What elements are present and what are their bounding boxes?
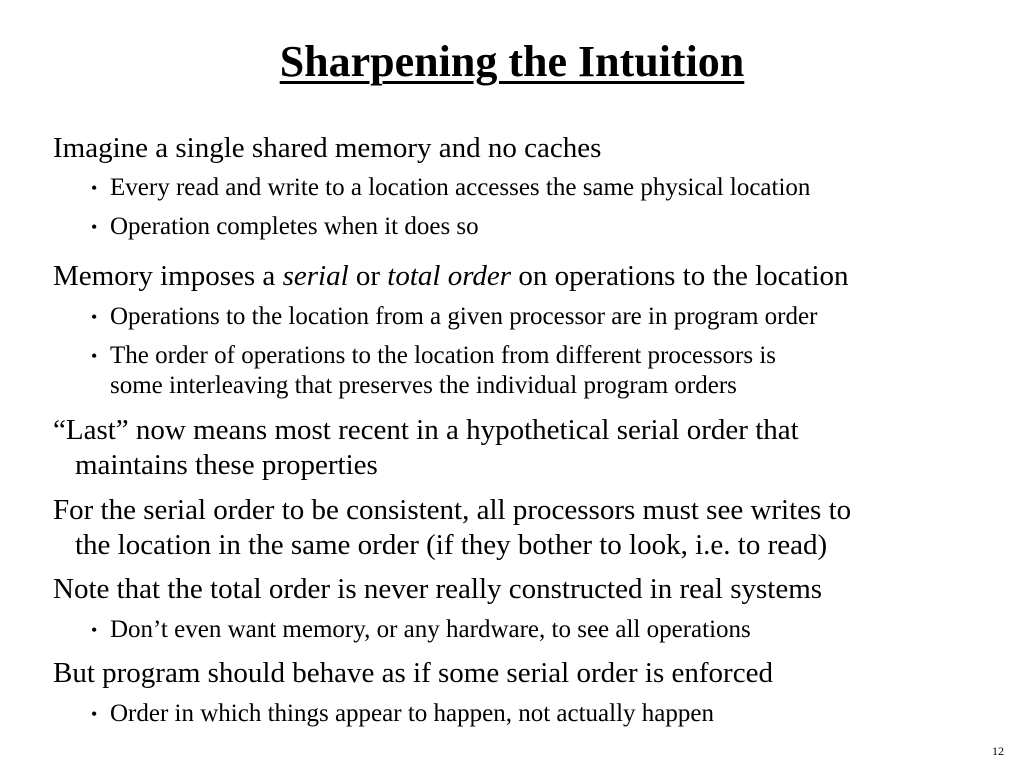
point-2-text-or: or <box>348 260 388 292</box>
slide-title: Sharpening the Intuition <box>279 37 745 86</box>
subpoint-1-2: Operation completes when it does so <box>110 213 479 240</box>
point-5: Note that the total order is never really constructed in real systems <box>53 573 823 605</box>
bullet-2-1: • <box>91 307 98 327</box>
bullet-1-2: • <box>91 217 98 237</box>
point-4-line-2: the location in the same order (if they bother to look, i.e. to read) <box>75 529 828 561</box>
point-1: Imagine a single shared memory and no caches <box>53 132 602 164</box>
subpoint-1-1: Every read and write to a location accesses the same physical location <box>110 174 811 201</box>
subpoint-5-1: Don’t even want memory, or any hardware, to see all operations <box>110 616 751 643</box>
point-3-line-2: maintains these properties <box>75 449 378 481</box>
page-number: 12 <box>992 744 1004 758</box>
point-2-emphasis-total-order: total order <box>387 260 512 292</box>
point-2-emphasis-serial: serial <box>282 260 349 292</box>
point-6: But program should behave as if some serial order is enforced <box>53 657 773 689</box>
bullet-1-1: • <box>91 178 98 198</box>
subpoint-2-1: Operations to the location from a given processor are in program order <box>110 303 818 330</box>
bullet-5-1: • <box>91 620 98 640</box>
subpoint-2-2-line-1: The order of operations to the location from different processors is <box>110 342 777 369</box>
subpoint-2-2-line-2: some interleaving that preserves the individual program orders <box>110 372 737 399</box>
point-2-text-start: Memory imposes a <box>53 260 283 292</box>
point-2 <box>53 259 849 293</box>
point-3-line-1: “Last” now means most recent in a hypothetical serial order that <box>53 414 799 446</box>
bullet-2-2: • <box>91 346 98 366</box>
bullet-6-1: • <box>91 704 98 724</box>
point-4-line-1: For the serial order to be consistent, all processors must see writes to <box>53 494 852 526</box>
subpoint-6-1: Order in which things appear to happen, not actually happen <box>110 700 714 727</box>
point-2-text-end: on operations to the location <box>511 260 849 292</box>
